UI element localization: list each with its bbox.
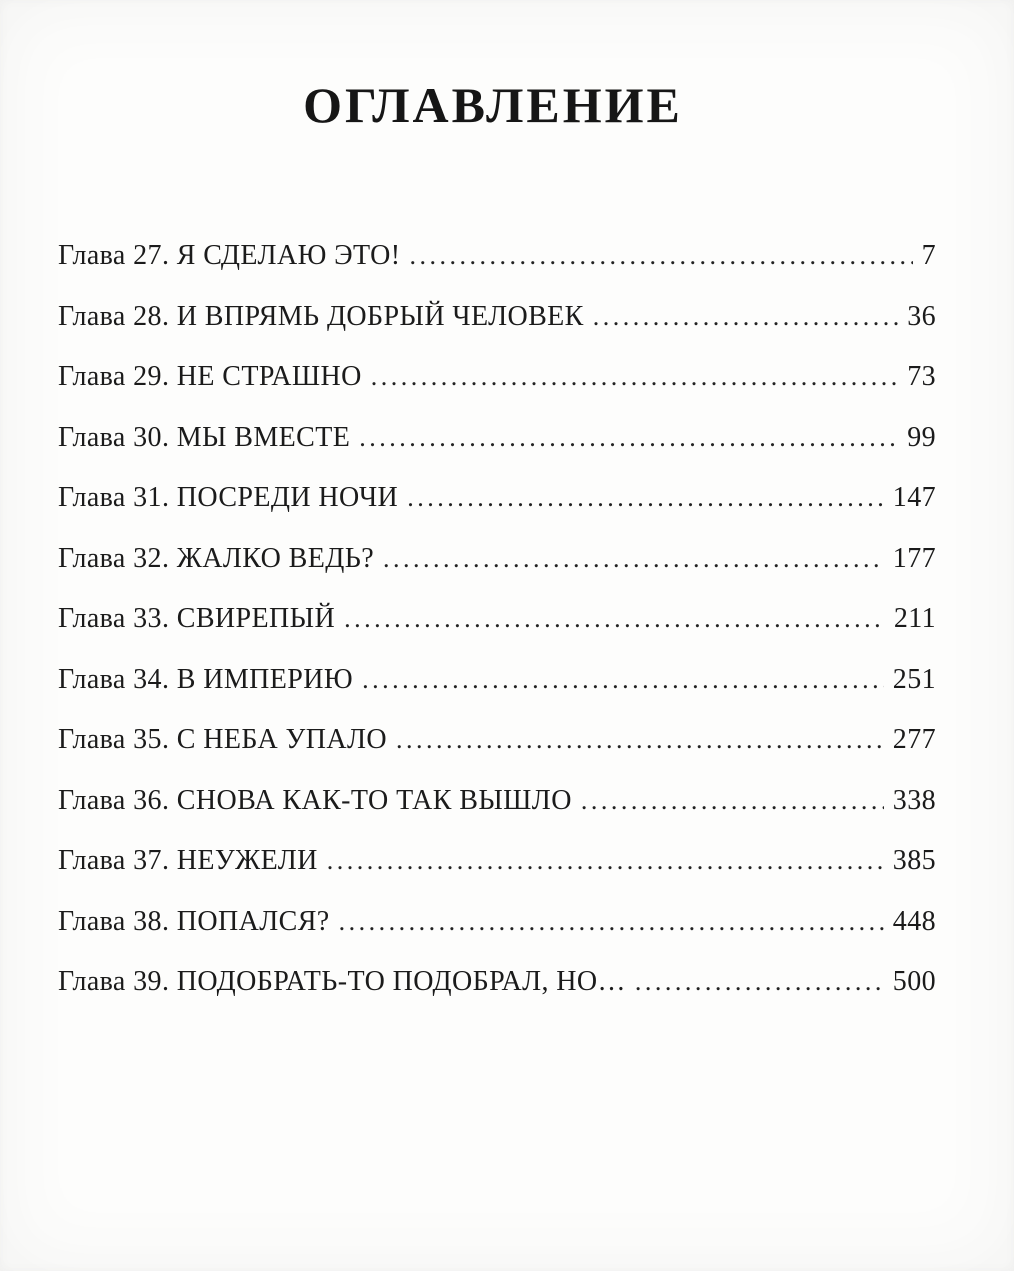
dot-leader xyxy=(410,242,913,270)
toc-entry xyxy=(58,605,936,633)
entry-label: Глава 33. СВИРЕПЫЙ xyxy=(58,603,336,634)
entry-page: 147 xyxy=(892,482,936,513)
dot-leader xyxy=(344,605,885,633)
entry-label: Глава 36. СНОВА КАК-ТО ТАК ВЫШЛО xyxy=(58,784,572,816)
entry-page: 385 xyxy=(892,845,936,876)
entry-label: Глава 30. МЫ ВМЕСТЕ xyxy=(58,421,351,453)
entry-label: Глава 35. С НЕБА УПАЛО xyxy=(58,724,387,755)
toc-entry xyxy=(58,726,936,754)
dot-leader xyxy=(383,545,884,573)
toc-entry xyxy=(58,421,936,453)
toc-entry xyxy=(58,484,936,512)
dot-leader xyxy=(371,363,898,391)
toc-entry xyxy=(58,542,936,574)
dot-leader xyxy=(327,847,884,875)
entry-page: 36 xyxy=(907,300,936,332)
dot-leader xyxy=(339,908,884,936)
dot-leader xyxy=(581,787,884,815)
entry-page: 277 xyxy=(892,724,936,755)
entry-page: 177 xyxy=(892,542,936,574)
entry-page: 211 xyxy=(893,603,936,634)
entry-label: Глава 39. ПОДОБРАТЬ-ТО ПОДОБРАЛ, НО… xyxy=(58,966,626,997)
entry-label: Глава 28. И ВПРЯМЬ ДОБРЫЙ ЧЕЛОВЕК xyxy=(58,300,584,332)
entry-label: Глава 37. НЕУЖЕЛИ xyxy=(58,845,318,876)
entry-page: 73 xyxy=(907,361,936,392)
toc-entry xyxy=(58,300,936,332)
toc-entry xyxy=(58,663,936,695)
entry-page: 7 xyxy=(921,240,936,271)
entry-label: Глава 32. ЖАЛКО ВЕДЬ? xyxy=(58,542,375,574)
entry-label: Глава 31. ПОСРЕДИ НОЧИ xyxy=(58,482,399,513)
table-of-contents xyxy=(58,242,936,996)
page-title: ОГЛАВЛЕНИЕ xyxy=(303,77,683,133)
toc-entry xyxy=(58,784,936,816)
entry-label: Глава 29. НЕ СТРАШНО xyxy=(58,361,362,392)
dot-leader xyxy=(362,666,884,694)
toc-entry xyxy=(58,242,936,270)
entry-label: Глава 34. В ИМПЕРИЮ xyxy=(58,663,354,695)
dot-leader xyxy=(635,968,884,996)
entry-page: 99 xyxy=(907,421,936,453)
toc-entry xyxy=(58,847,936,875)
entry-label: Глава 38. ПОПАЛСЯ? xyxy=(58,905,330,937)
dot-leader xyxy=(593,303,898,331)
dot-leader xyxy=(359,424,898,452)
toc-entry xyxy=(58,905,936,937)
toc-entry xyxy=(58,968,936,996)
entry-page: 448 xyxy=(892,905,936,937)
entry-label: Глава 27. Я СДЕЛАЮ ЭТО! xyxy=(58,240,401,271)
entry-page: 500 xyxy=(892,966,936,997)
toc-entry xyxy=(58,363,936,391)
entry-page: 338 xyxy=(892,784,936,816)
dot-leader xyxy=(407,484,884,512)
dot-leader xyxy=(396,726,884,754)
entry-page: 251 xyxy=(892,663,936,695)
